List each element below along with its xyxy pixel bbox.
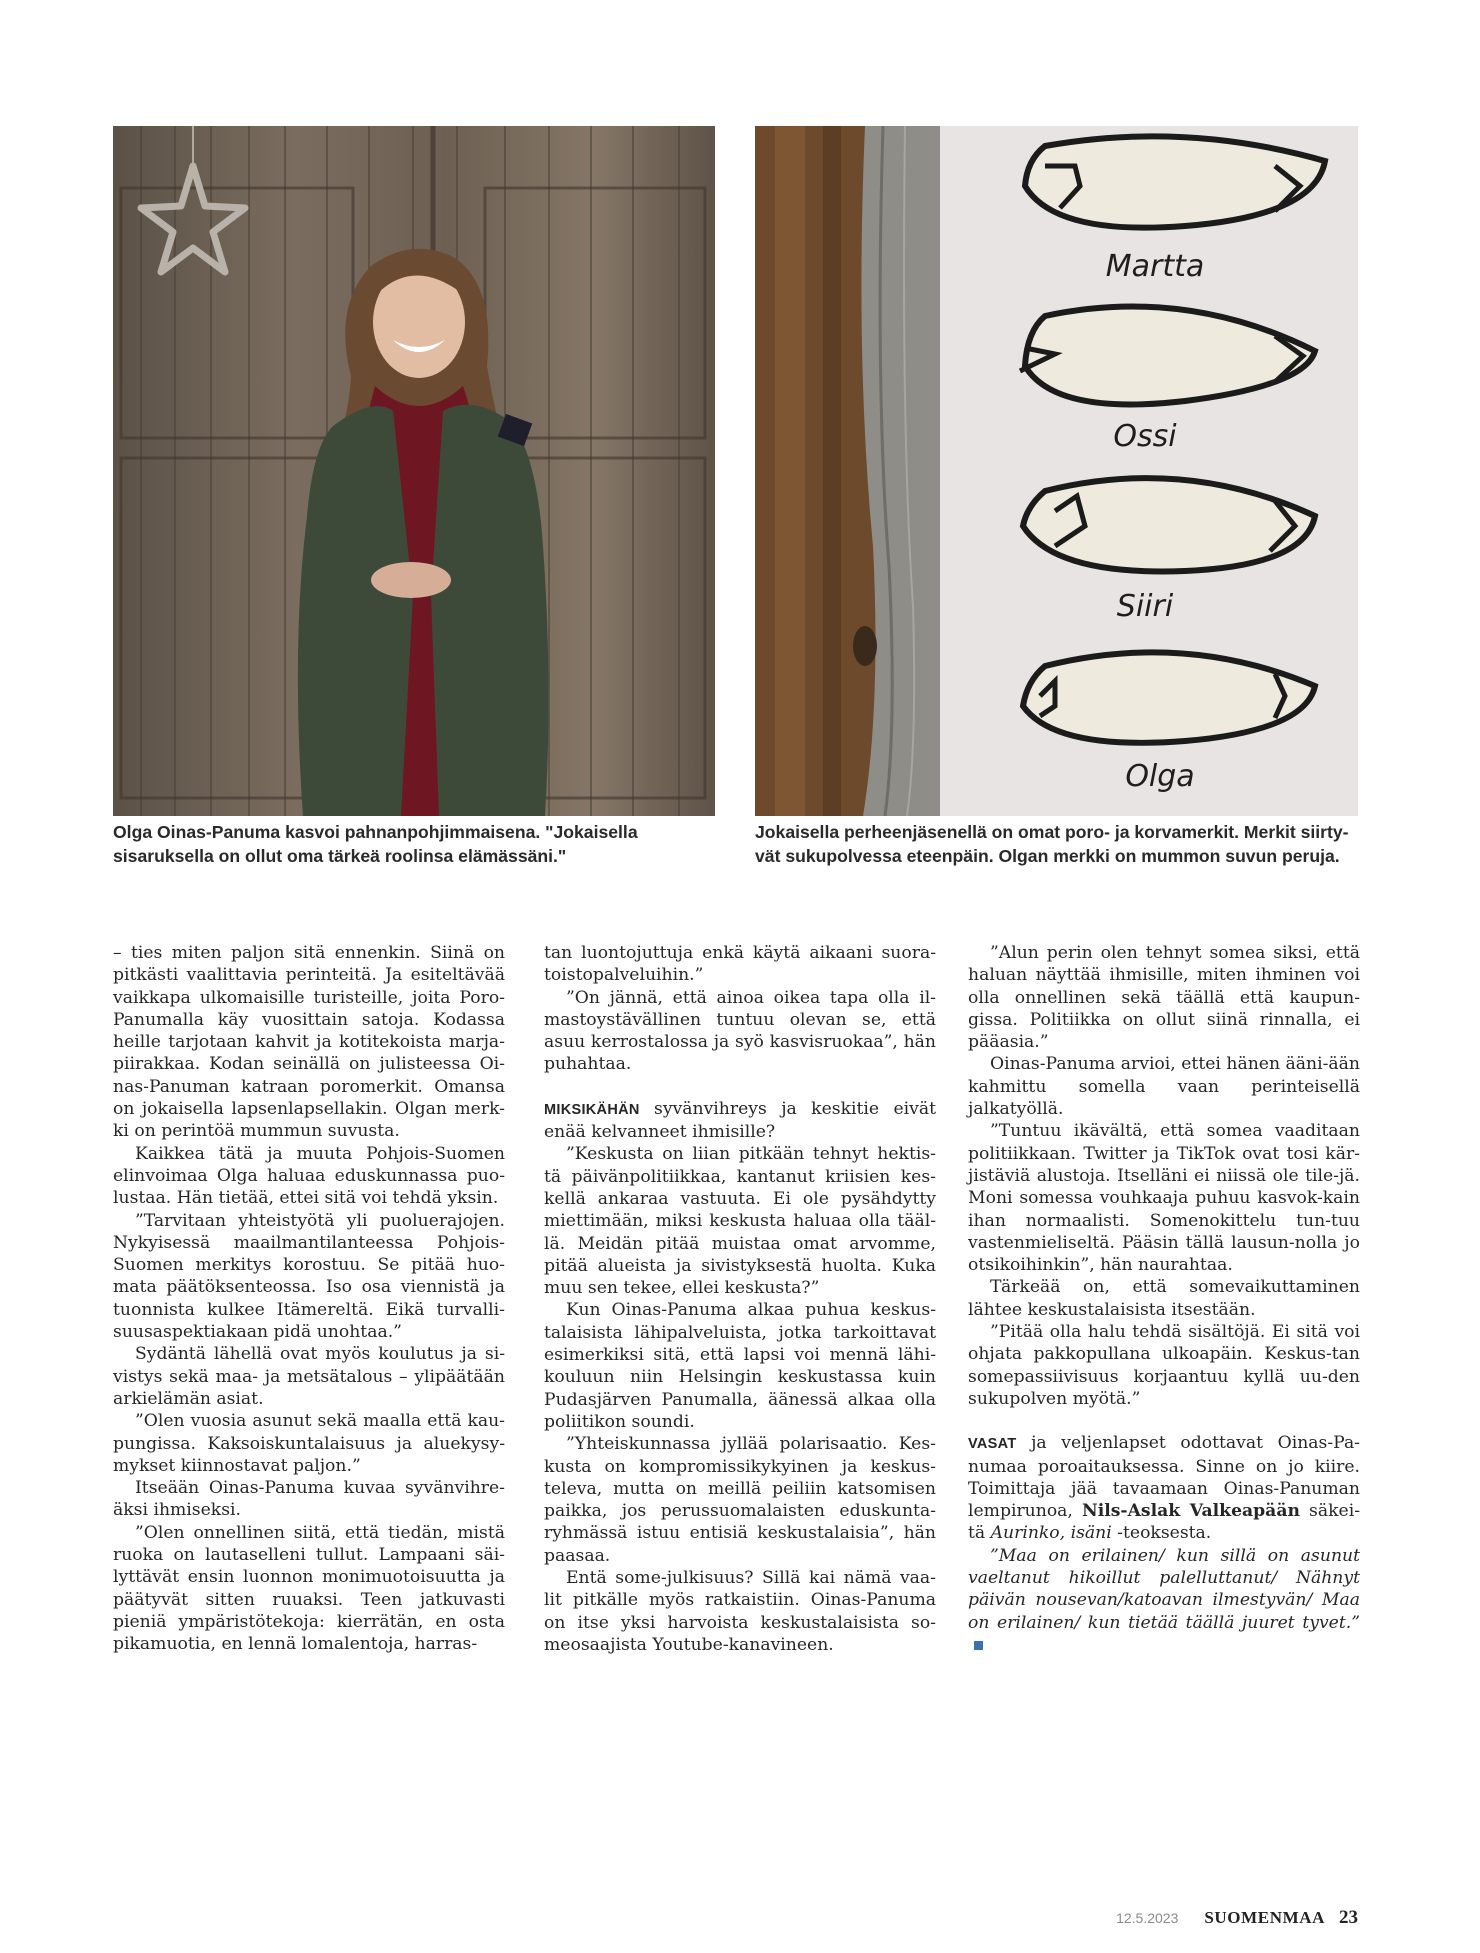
section-text: -teoksesta. [1111,1523,1212,1544]
photo-caption-right: Jokaisella perheenjäsenellä on omat poro- ja korvamerkit. Merkit siirty-vät sukupolvessa eteenpäin. Olgan merkki on mummon suvun peruja. [755,822,1349,866]
page-number: 23 [1339,1907,1358,1928]
article-column-2 [544,942,936,1656]
paragraph: Kun Oinas-Panuma alkaa puhua keskus-talaisista lähipalveluista, jotka tarkoittavat esimerkiksi sitä, että lapsi voi mennä lähi-kouluun niin Helsingin keskustassa kuin Pudasjärven Panumalla, äänessä alkaa olla poliitikon soundi. [544,1300,936,1432]
ear-mark-name: Ossi [1113,419,1177,454]
paragraph: ”Pitää olla halu tehdä sisältöjä. Ei sitä voi ohjata pakkopullana ulkoapäin. Keskus-tan somepassiivisuus korjaantuu kyllä uu-den sukupolven myötä.” [968,1322,1360,1409]
book-title: Aurinko, isäni [990,1523,1112,1544]
ear-mark-name: Siiri [1116,589,1174,624]
paragraph: ”Tarvitaan yhteistyötä yli puoluerajojen. Nykyisessä maailmantilanteessa Pohjois-Suomen merkitys korostuu. Se pitää huo-mata päätöksenteossa. Iso osa viennistä ja tuonnista kulkee Itämereltä. Eikä turvalli-suusaspektiakaan pidä unohtaa.” [113,1210,505,1343]
issue-date: 12.5.2023 [1116,1910,1179,1926]
photo-caption-left: Olga Oinas-Panuma kasvoi pahnanpohjimmaisena. "Jokaisella sisaruksella on ollut oma tärkeä roolinsa elämässäni." [113,822,638,866]
paragraph: Tärkeää on, että somevaikuttaminen lähtee keskustalaisista itsestään. [968,1277,1360,1320]
poet-name: Nils-Aslak Valkeapään [1081,1501,1300,1522]
portrait-photo [113,126,715,816]
publication-name: SUOMENMAA [1204,1908,1325,1927]
section-lead-word: MIKSIKÄHÄN [544,1101,640,1118]
paragraph: ”Olen vuosia asunut sekä maalla että kau-pungissa. Kaksoiskuntalaisuus ja aluekysy-mykset kiinnostavat paljon.” [113,1411,505,1476]
page-footer [1116,1907,1358,1929]
section-opening [544,1098,936,1144]
paragraph: ”Olen onnellinen siitä, että tiedän, mistä ruoka on lautaselleni tullut. Lampaani säi-lyttävät ensin luonnon monimuotoisuutta ja päätyvät sitten ruuaksi. Teen jatkuvasti pieniä ympäristötekoja: kierrätän, en osta pikamuotia, en lennä lomalentoja, harras- [113,1522,505,1655]
paragraph: Oinas-Panuma arvioi, ettei hänen ääni-ään kahmittu somella vaan perinteisellä jalkatyöllä. [968,1054,1360,1120]
paragraph: ”Keskusta on liian pitkään tehnyt hektis-tä päivänpolitiikkaa, kantanut kriisien kes-kellä ankaraa vastuuta. Ei ole pysähdytty miettimään, miksi keskusta haluaa olla tääl-lä. Meidän pitää muistaa omat arvomme, pitää alueista ja sivistyksestä huolta. Kuka muu sen tekee, ellei keskusta?” [544,1144,936,1299]
poem-text: ”Maa on erilainen/ kun sillä on asunut vaeltanut hikoillut palelluttanut/ Nähnyt päivän nousevan/katoavan ilmestyvän/ Maa on erilainen/ kun tietää täällä juuret tyvet.” [968,1545,1360,1633]
paragraph: Sydäntä lähellä ovat myös koulutus ja si-vistys sekä maa- ja metsätalous – ylipäätään arkielämän asiat. [113,1344,505,1409]
paragraph: Kaikkea tätä ja muuta Pohjois-Suomen elinvoimaa Olga haluaa eduskunnassa puo-lustaa. Hän tietää, ettei sitä voi tehdä yksin. [113,1143,505,1209]
poem-quote [968,1545,1360,1656]
section-opening [968,1432,1360,1544]
ear-mark-name: Olga [1125,759,1195,794]
paragraph: ”Alun perin olen tehnyt somea siksi, että haluan näyttää ihmisille, miten ihminen voi olla onnellinen sekä täällä että kaupun-gissa. Politiikka on ollut siinä rinnalla, ei pääasia.” [968,943,1360,1053]
end-mark-icon [974,1641,983,1650]
section-opening-text: ja veljenlapset odottavat Oinas-Pa-numaa poroaitauksessa. Sinne on jo kiire. Toimittaja jää tavaamaan Oinas-Panuman lempirunoa, [968,1433,1360,1522]
paragraph: – ties miten paljon sitä ennenkin. Siinä on pitkästi vaalittavia perinteitä. Ja esiteltävää vaikkapa ulkomaisille turisteille, joita Poro-Panumalla käy vuosittain satoja. Kodassa heille tarjotaan kahvit ja kotitekoista marja-piirakkaa. Kodan seinällä on julisteessa Oi-nas-Panuman katraan poromerkit. Omansa on jokaisella lapsenlapsellakin. Olgan merk-ki on perintöä mummun suvusta. [113,943,505,1142]
paragraph: ”Tuntuu ikävältä, että somea vaaditaan politiikkaan. Twitter ja TikTok ovat tosi kär-jistäviä alustoja. Itselläni ei niissä ole tile-jä. Moni somessa vouhkaaja puhuu kasvok-kain ihan normaalisti. Somenokittelu tun-tuu vastenmieliseltä. Pääsin tällä lausun-nolla jo otsikoihinkin”, hän naurahtaa. [968,1121,1360,1276]
paragraph: Itseään Oinas-Panuma kuvaa syvänvihre-äksi ihmiseksi. [113,1478,505,1521]
article-column-1 [113,942,505,1656]
paragraph: ”Yhteiskunnassa jyllää polarisaatio. Kes-kusta on kompromissikykyinen ja keskus-televa, mutta on meillä peiliin katsomisen paikka, jos perussuomalaisten eduskunta-ryhmässä istuu entisiä keskustalaisia”, hän paasaa. [544,1434,936,1566]
section-lead-word: VASAT [968,1436,1017,1453]
paragraph: Entä some-julkisuus? Sillä kai nämä vaa-lit pitkälle myös ratkaistiin. Oinas-Panuma on itse yksi harvoista keskustalaisista so-meosaajista Youtube-kanavineen. [544,1568,936,1655]
paragraph: ”On jännä, että ainoa oikea tapa olla il-mastoystävällinen tuntuu olevan se, että asuu kerrostalossa ja syö kasvisruokaa”, hän puhahtaa. [544,987,936,1075]
ear-marks-photo [755,126,1358,816]
ear-mark-name: Martta [1105,249,1205,284]
article-column-3 [968,942,1360,1656]
paragraph: tan luontojuttuja enkä käytä aikaani suora-toistopalveluihin.” [544,943,936,986]
section-text: säkei-tä [968,1501,1361,1544]
section-opening-text: syvänvihreys ja keskitie eivät enää kelvanneet ihmisille? [544,1098,936,1143]
